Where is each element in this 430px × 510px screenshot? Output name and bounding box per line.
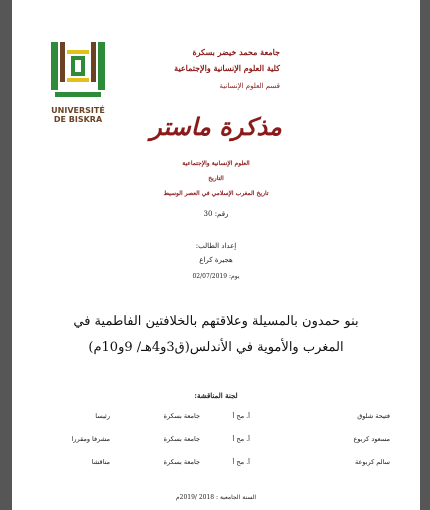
member-institution: جامعة بسكرة <box>163 412 200 420</box>
program-domain: العلوم الإنسانية والإجتماعية <box>182 160 250 167</box>
faculty-name: كلية العلوم الإنسانية والإجتماعية <box>174 63 280 73</box>
member-name: سالم كربوعة <box>354 458 390 466</box>
member-role: مناقشا <box>91 458 110 466</box>
logo-line-1: UNIVERSITÉ <box>51 106 105 115</box>
program-number: رقم: 30 <box>203 210 229 218</box>
university-name: جامعة محمد خيضر بسكرة <box>192 47 280 57</box>
member-grade: أ. مح أ <box>232 458 250 466</box>
member-grade: أ. مح أ <box>232 435 250 443</box>
author-date: يوم: 02/07/2019 <box>192 273 240 280</box>
university-of-biskra-emblem-icon <box>47 40 109 102</box>
department-name: قسم العلوم الإنسانية <box>219 82 280 90</box>
academic-year: السنة الجامعية : 2018 /2019م <box>175 494 257 501</box>
program-specialty: تاريخ المغرب الإسلامي في العصر الوسيط <box>163 190 269 197</box>
member-role: رئيسا <box>95 412 110 420</box>
committee-title: لجنة المناقشة: <box>194 391 238 400</box>
member-name: فتيحة شلوق <box>357 412 390 420</box>
document-title: مذكرة ماستر <box>150 112 282 141</box>
member-grade: أ. مح أ <box>232 412 250 420</box>
author-name: هجيرة كراع <box>199 256 233 264</box>
member-role: مشرفا ومقررا <box>71 435 110 443</box>
thesis-title-line-1: بنو حمدون بالمسيلة وعلاقتهم بالخلافتين الفاطمية في <box>73 314 359 329</box>
logo-line-2: DE BISKRA <box>53 115 103 124</box>
thesis-title-line-2: المغرب والأموية في الأندلس(ق3و4هـ/ 9و10م) <box>88 340 344 355</box>
author-label: إعداد الطالب: <box>195 242 237 250</box>
member-name: مسعود كربوع <box>353 435 390 443</box>
document-page <box>12 0 420 510</box>
member-institution: جامعة بسكرة <box>163 435 200 443</box>
member-institution: جامعة بسكرة <box>163 458 200 466</box>
program-field: التاريخ <box>208 175 224 182</box>
